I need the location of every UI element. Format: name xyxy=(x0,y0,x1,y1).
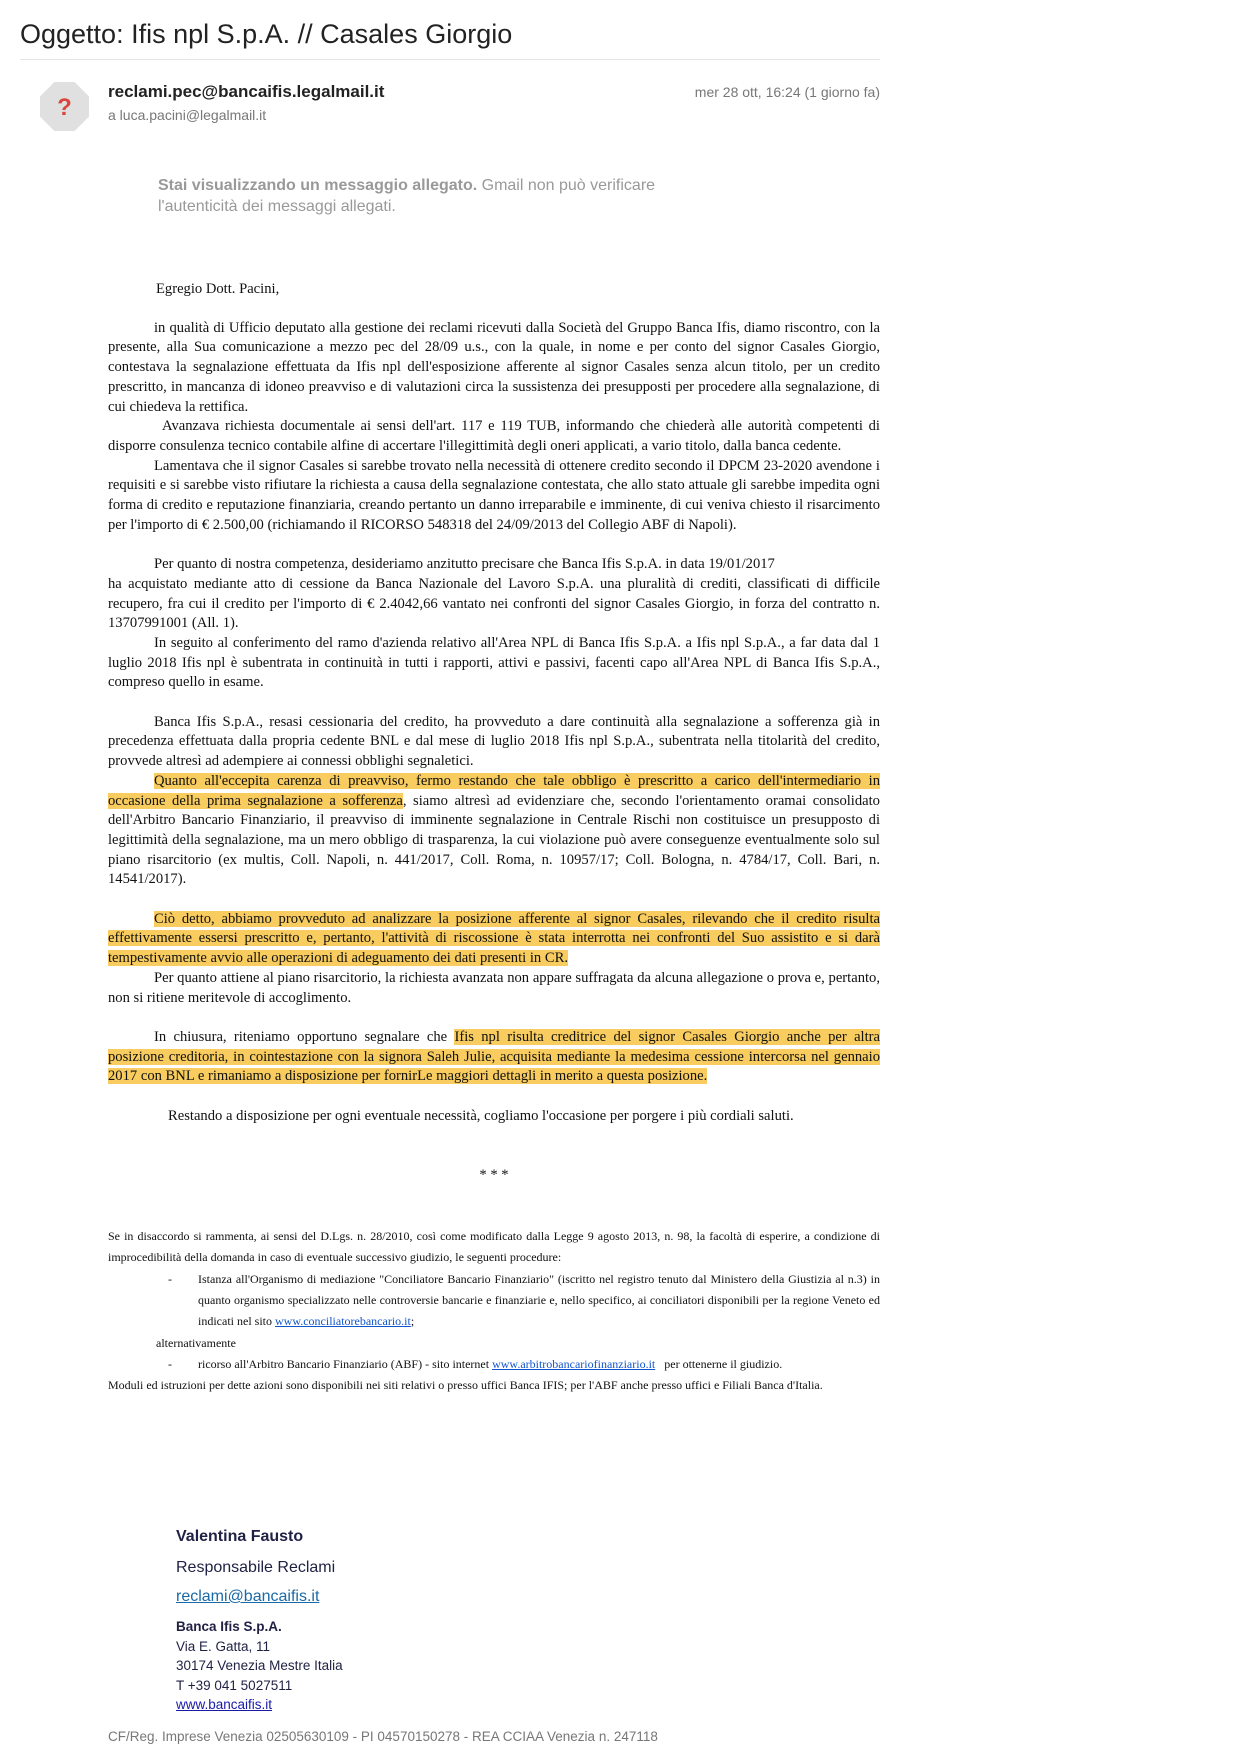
highlighted-text: Ciò detto, abbiamo provveduto ad analizzare la posizione afferente al signor Casales, rilevando che il credito risulta effettivamente essersi prescritto e, pertanto, l'attività di riscossione è stata interrotta nei confronti del Suo assistito e si darà tempestivamente avvio alle operazioni di adeguamento dei dati presenti in CR. xyxy=(108,910,880,967)
legal-intro: Se in disaccordo si rammenta, ai sensi del D.Lgs. n. 28/2010, così come modificato dalla Legge 9 agosto 2013, n. 98, la facoltà di esperire, a condizione di improcedibilità della domanda in caso di eventuale successivo giudizio, le seguenti procedure: xyxy=(108,1229,880,1265)
notice-bold: Stai visualizzando un messaggio allegato. xyxy=(158,177,478,194)
letter-paragraph: Banca Ifis S.p.A., resasi cessionaria del credito, ha provveduto a dare continuità alla segnalazione a sofferenza già in precedenza effettuata dalla propria cedente BNL e dal mese di luglio 2018 Ifis npl S.p.A., subentrata nella titolarità del credito, provvede altresì ad adempiere ai connessi obblighi segnaletici. xyxy=(108,713,880,770)
highlighted-text: Ifis npl risulta creditrice del signor Casales Giorgio anche per altra posizione creditoria, in cointestazione con la signora Saleh Julie, acquisita mediante la medesima cessione intercorsa nel gennaio 2017 con BNL e rimaniamo a disposizione per fornirLe maggiori dettagli in merito a questa posizione. xyxy=(108,1028,881,1085)
separator: * * * xyxy=(479,1167,509,1184)
paragraph-text: In chiusura, riteniamo opportuno segnalare che xyxy=(154,1028,455,1045)
legal-item-end: ; xyxy=(410,1314,415,1329)
signature-company: Banca Ifis S.p.A. xyxy=(176,1619,282,1634)
email-subject: Oggetto: Ifis npl S.p.A. // Casales Giorgio xyxy=(20,18,880,60)
sender-address[interactable]: reclami.pec@bancaifis.legalmail.it xyxy=(108,82,385,101)
highlighted-text: Quanto all'eccepita carenza di preavviso, fermo restando che tale obbligo è prescritto a carico dell'intermediario in occasione della prima segnalazione a sofferenza xyxy=(108,772,880,809)
letter-paragraph: in qualità di Ufficio deputato alla gestione dei reclami ricevuti dalla Società del Gruppo Banca Ifis, diamo riscontro, con la presente, alla Sua comunicazione a mezzo pec del 28/09 u.s., con la quale, in nome e per conto del signor Casales Giorgio, contestava la segnalazione effettuata da Ifis npl dell'esposizione afferente al signor Casales senza alcun titolo, per un credito prescritto, in mancanza di idoneo preavviso e di valutazioni circa la sussistenza dei presupposti per procedere alla segnalazione, di cui chiedeva la rettifica. xyxy=(108,319,880,415)
paragraph-text: , siamo altresì ad evidenziare che, secondo l'orientamento oramai consolidato dell'Arbitro Bancario Finanziario, il preavviso di imminente segnalazione in Centrale Rischi non costituisce un presupposto di legittimità della segnalazione, ma un mero obbligo di trasparenza, la cui violazione può avere conseguenze eventualmente solo sul piano risarcitorio (ex multis, Coll. Napoli, n. 441/2017, Coll. Roma, n. 10957/17; Coll. Bologna, n. 4784/17, Coll. Bari, n. 14541/2017). xyxy=(108,792,880,888)
legal-notice xyxy=(108,1226,880,1396)
recipient-address: a luca.pacini@legalmail.it xyxy=(108,107,267,123)
letter-paragraph xyxy=(108,1028,880,1087)
letter-paragraph: Lamentava che il signor Casales si sarebbe trovato nella necessità di ottenere credito secondo il DPCM 23-2020 avendone i requisiti e si sarebbe visto rifiutare la richiesta a causa della segnalazione contestata, che allo stato attuale gli sarebbe impedita ogni forma di credito e reputazione finanziaria, creando pertanto un danno irreparabile e imminente, di cui veniva chiesto il risarcimento per l'importo di € 2.500,00 (richiamando il RICORSO 548318 del 24/09/2013 del Collegio ABF di Napoli). xyxy=(108,457,880,533)
legal-item-text: Istanza all'Organismo di mediazione "Conciliatore Bancario Finanziario" (iscritto nel registro tenuto dal Ministero della Giustizia al n.3) in quanto organismo specializzato nelle controversie bancarie e finanziarie e, nello specifico, ai conciliatori disponibili per la regione Veneto ed indicati nel sito xyxy=(198,1271,880,1329)
email-date: mer 28 ott, 16:24 (1 giorno fa) xyxy=(694,84,880,100)
signature-phone: T +39 041 5027511 xyxy=(176,1677,293,1693)
legal-item-text: ricorso all'Arbitro Bancario Finanziario (ABF) - sito internet xyxy=(198,1356,493,1371)
signature-address-line: 30174 Venezia Mestre Italia xyxy=(176,1658,343,1673)
bullet-dash: - xyxy=(168,1271,172,1286)
legal-list-item xyxy=(168,1269,880,1333)
signature-block xyxy=(176,1528,343,1715)
bullet-dash: - xyxy=(168,1356,172,1371)
legal-list-item xyxy=(168,1354,880,1375)
letter-paragraph xyxy=(108,772,880,890)
letter-paragraph: Per quanto attiene al piano risarcitorio, la richiesta avanzata non appare suffragata da alcuna allegazione o prova e, pertanto, non si ritiene meritevole di accoglimento. xyxy=(108,969,880,1006)
letter-closing: Restando a disposizione per ogni eventuale necessità, cogliamo l'occasione per porgere i più cordiali saluti. xyxy=(168,1107,794,1124)
legal-item-end: per ottenerne il giudizio. xyxy=(655,1356,783,1371)
notice-text: Gmail non può verificare l'autenticità dei messaggi allegati. xyxy=(158,177,656,215)
legal-alternative: alternativamente xyxy=(156,1335,236,1350)
signature-email-link[interactable]: reclami@bancaifis.it xyxy=(176,1588,320,1605)
letter-greeting: Egregio Dott. Pacini, xyxy=(156,281,280,297)
unknown-sender-question-icon xyxy=(40,82,89,131)
signature-website-link[interactable]: www.bancaifis.it xyxy=(176,1697,273,1712)
letter-paragraph: Avanzava richiesta documentale ai sensi dell'art. 117 e 119 TUB, informando che chiederà alle autorità competenti di disporre consulenza tecnico contabile alfine di accertare l'illegittimità degli oneri applicati, a vario titolo, dalla banca cedente. xyxy=(108,418,880,454)
abf-link[interactable]: www.arbitrobancariofinanziario.it xyxy=(492,1356,656,1371)
svg-text:?: ? xyxy=(57,94,72,121)
signature-address-line: Via E. Gatta, 11 xyxy=(176,1638,271,1654)
company-registration-footer: CF/Reg. Imprese Venezia 02505630109 - PI 04570150278 - REA CCIAA Venezia n. 247118 xyxy=(108,1729,658,1744)
signature-role: Responsabile Reclami xyxy=(176,1559,336,1576)
sender-avatar xyxy=(40,82,89,131)
legal-outro: Moduli ed istruzioni per dette azioni sono disponibili nei siti relativi o presso uffici Banca IFIS; per l'ABF anche presso uffici e Filiali Banca d'Italia. xyxy=(108,1378,823,1393)
signature-name: Valentina Fausto xyxy=(176,1528,304,1545)
attached-message-notice xyxy=(158,175,678,217)
letter-paragraph xyxy=(108,910,880,969)
letter-paragraph: In seguito al conferimento del ramo d'azienda relativo all'Area NPL di Banca Ifis S.p.A. a Ifis npl S.p.A., a far data dal 1 luglio 2018 Ifis npl è subentrata in continuità in tutti i rapporti, attivi e passivi, facenti capo all'Area NPL di Banca Ifis S.p.A., compreso quello in esame. xyxy=(108,634,880,691)
conciliatore-link[interactable]: www.conciliatorebancario.it xyxy=(275,1314,411,1329)
letter-paragraph: Per quanto di nostra competenza, desideriamo anzitutto precisare che Banca Ifis S.p.A. in data 19/01/2017 xyxy=(154,556,775,573)
letter-body xyxy=(108,280,880,1397)
letter-paragraph: ha acquistato mediante atto di cessione da Banca Nazionale del Lavoro S.p.A. una pluralità di crediti, classificati di difficile recupero, fra cui il credito per l'importo di € 2.4042,66 vantato nei confronti del signor Casales Giorgio, in forza del contratto n. 13707991001 (All. 1). xyxy=(108,575,880,632)
